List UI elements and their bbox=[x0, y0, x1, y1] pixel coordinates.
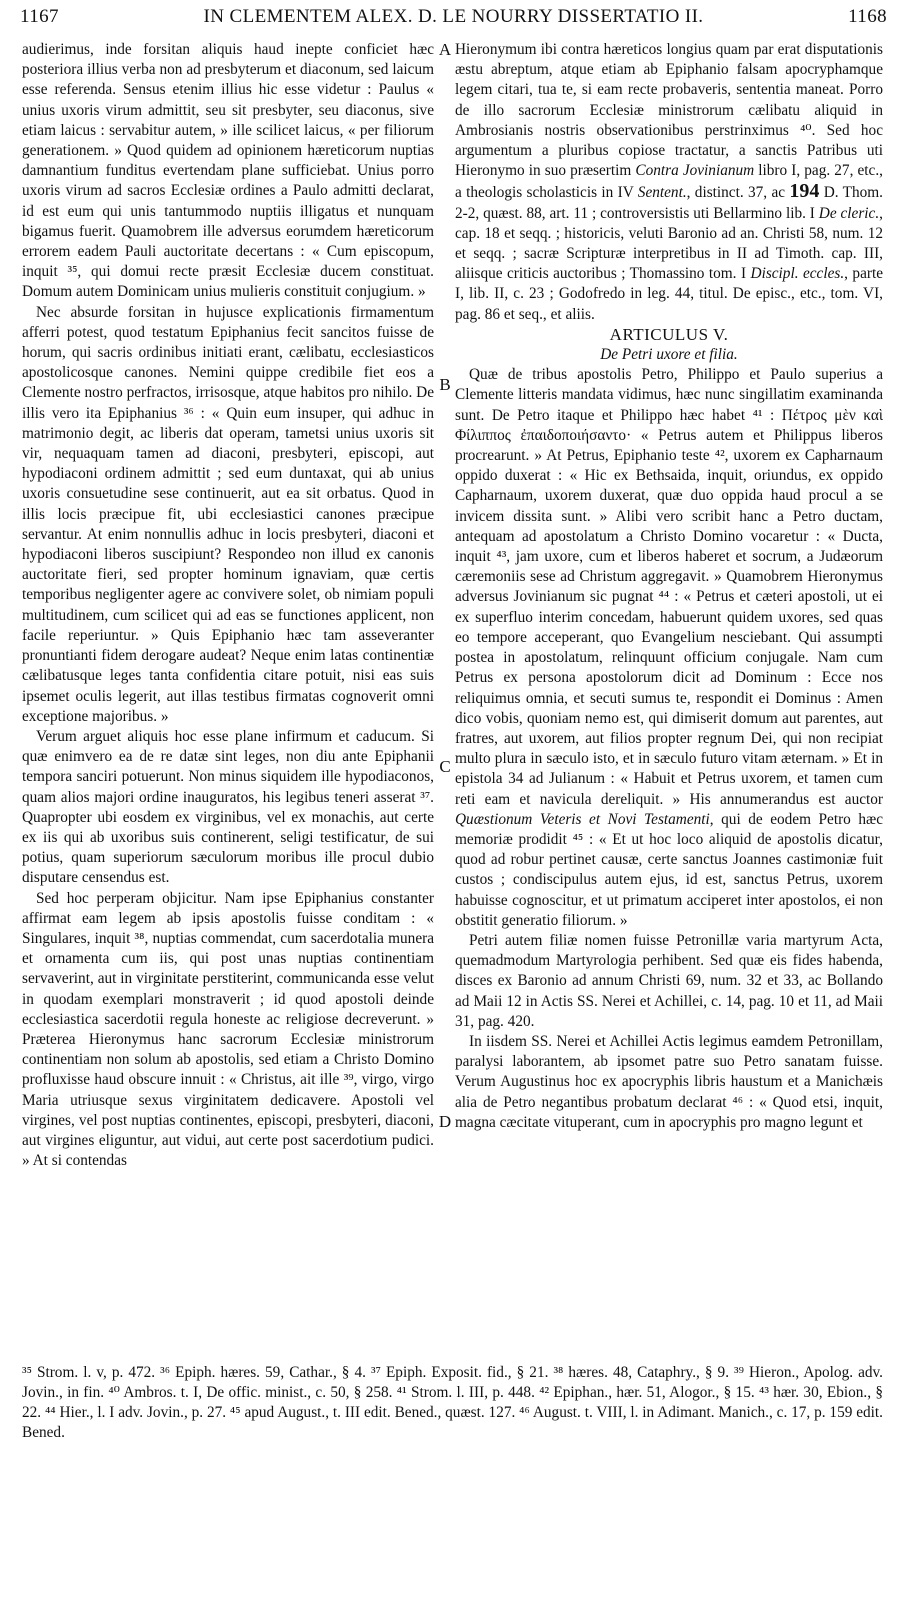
article-title: ARTICULUS V. bbox=[609, 324, 729, 344]
right-text: , cap. 18 et seqq. ; historicis, veluti Baronio ad an. Christi 58, num. 12 et seqq. ; sacræ Scripturæ interpretibus in II ad Timoth. cap. III, aliisque criticis auctoribus ; Thomassino tom. I bbox=[455, 204, 883, 283]
right-text: , distinct. 37, ac bbox=[686, 184, 786, 202]
right-text: Hieronymum ibi contra hæreticos longius quam par erat disputationis æstu abreptum, atque etiam ab Epiphanio falsam apocryphamque legem citari, tua te, si eam recte probaveris, sententia maneat. Porro de illo sacrorum Ecclesiæ ministrorum cælibatu aliquid in Ambrosianis nostris observationibus perstrinximus ⁴⁰. Sed hoc argumentum a pluribus copiose tractatur, a sanctis Patribus uti Hieronymo in suo præsertim bbox=[455, 41, 883, 180]
right-paragraph-2 bbox=[455, 365, 883, 931]
margin-marker-d: D bbox=[438, 1112, 452, 1131]
work-title: Quæstionum Veteris et Novi Testamenti bbox=[455, 810, 710, 828]
right-text: Quæ de tribus apostolis Petro, Philippo et Paulo superius a Clemente litteris mandata vidimus, hæc nunc singillatim examinanda sunt. De Petro itaque et Philippo hæc habet ⁴¹ : Πέτρος μὲν καὶ Φίλιππος ἐπαιδοποιήσαντο· « Petrus autem et Philippus liberos procrearunt. » At Petrus, Epiphanio teste ⁴², uxorem ex Capharnaum oppido duxerat : « Hic ex Bethsaida, inquit, oriundus, ex oppido Capharnaum, uxorem duxerat, quæ duo oppida haud procul a se invicem dissita sunt. » Alibi vero scribit hanc a Petro ductam, antequam ad apostolatum a Christo Domino vocaretur : « Ducta, inquit ⁴³, jam uxore, cum et liberos haberet et socrum, a Judæorum cæremoniis sese ad Christum aggregavit. » Quamobrem Hieronymus adversus Jovinianum sic pugnat ⁴⁴ : « Petrus et cæteri apostoli, ut ei ex superfluo interim concedam, habuerunt quidem uxores, sed quas eo tempore acceperant, quo Evangelium nesciebant. Qui assumpti postea in apostolatum, relinquunt officium conjugale. Nam cum Petrus ex persona apostolorum dicit ad Dominum : Ecce nos reliquimus omnia, et secuti sumus te, respondit ei Dominus : Amen dico vobis, quoniam nemo est, qui dimiserit domum aut parentes, aut fratres, aut uxorem, aut filios propter regnum Dei, qui non recipiat multo plura in sæculo isto, et in sæculo futuro vitam æternam. » Et in epistola 34 ad Julianum : « Habuit et Petrus uxorem, et tamen cum reti eam et navicula dereliquit. » His annumerandus est auctor bbox=[455, 366, 883, 808]
right-text: libro I, pag. 27, etc., a theologis scholasticis in IV bbox=[455, 162, 883, 202]
work-title: De cleric. bbox=[818, 204, 880, 222]
margin-marker-a: A bbox=[438, 40, 452, 59]
running-header bbox=[20, 6, 887, 32]
work-title: Sentent. bbox=[637, 184, 687, 202]
running-title: IN CLEMENTEM ALEX. D. LE NOURRY DISSERTATIO II. bbox=[203, 6, 704, 27]
article-subtitle: De Petri uxore et filia. bbox=[600, 346, 738, 364]
left-paragraph-4: Sed hoc perperam objicitur. Nam ipse Epiphanius constanter affirmat eam legem ab ipsis apostolis fuisse conditam : « Singulares, inquit ³⁸, nuptias commendat, cum sacerdotalia munera et ornamenta cum iis, qui post unas nuptias continentiam servaverint, aut in virginitate perstiterint, communicanda esse velut in quodam exemplari monstraverit ; id quod apostoli deinde ecclesiastica sacerdotii regula honeste ac religiose decreverunt. » Præterea Hieronymus hanc sacrorum Ecclesiæ ministrorum continentiam non solum ab apostolis, sed etiam a Christo Domino profluxisse haud obscure innuit : « Christus, ait ille ³⁹, virgo, virgo Maria utriusque sexus virginitatem dedicavere. Apostoli vel virgines, vel post nuptias continentes, episcopi, presbyteri, diaconi, aut virgines eliguntur, aut vidui, aut certe post sacerdotium pudici. » At si contendas bbox=[22, 889, 434, 1170]
left-paragraph-2: Nec absurde forsitan in hujusce explicationis firmamentum afferri potest, quod testatum Epiphanius fecit sancitos fuisse de horum, qui sacris ordinibus initiati erant, cælibatu, ecclesiasticos apostolicosque canones. Nemini quippe credibile fiet eos a Clemente nostro perfractos, irrisosque, atque habitos pro nihilo. De illis vero ita Epiphanius ³⁶ : « Quin eum insuper, qui adhuc in matrimonio degit, ac liberis dat operam, tametsi unius uxoris sit vir, nequaquam tamen ad diaconi, presbyteri, episcopi, aut hypodiaconi ordinem admittit ; sed eum duntaxat, qui ab unius uxoris consuetudine sese continuerit, aut ea sit orbatus. Quod in illis locis præcipue fit, ubi ecclesiastici canones præcipue servantur. At enim nonnullis adhuc in locis presbyteri, diaconi et hypodiaconi liberos suscipiunt? Respondeo non illud ex canonis auctoritate fieri, sed propter hominum ignaviam, quæ certis temporibus negligenter agere ac convivere solet, ob nimiam populi multitudinem, cum scilicet qui ad eas se functiones applicent, non facile reperiuntur. » Quis Epiphanio hæc tam asseveranter pronuntianti fidem derogare audeat? Neque enim latas continentiæ cælibatusque leges tanta confidentia citare potuit, nisi eas suis ipsemet oculis legerit, aut illas testibus firmatas cognoverit omni exceptione majoribus. » bbox=[22, 303, 434, 725]
margin-marker-c: C bbox=[439, 757, 451, 776]
right-text: , parte I, lib. II, c. 23 ; Godofredo in leg. 44, titul. De episc., etc., tom. VI, pag. 86 et seq., et aliis. bbox=[455, 265, 883, 323]
right-paragraph-3: Petri autem filiæ nomen fuisse Petronillæ varia martyrum Acta, quemadmodum Martyrologia perhibent. Sed quæ eis fides habenda, disces ex Baronio ad annum Christi 69, num. 32 et 33, ac Bollando ad Maii 12 in Actis SS. Nerei et Achillei, c. 14, pag. 10 et 11, ad Maii 31, pag. 420. bbox=[455, 931, 883, 1030]
page-number-right: 1168 bbox=[848, 6, 887, 27]
right-column bbox=[455, 40, 883, 1340]
margin-marker-b: B bbox=[439, 375, 451, 394]
right-paragraph-1 bbox=[455, 40, 883, 325]
column-number-stamp: 194 bbox=[789, 180, 820, 203]
right-text: , qui de eodem Petro hæc memoriæ prodidit ⁴⁵ : « Et ut hoc loco aliquid de apostolis dicatur, quod ad robur pertinet causæ, certe sanctus Joannes castimoniæ fuit custos ; condiscipulus autem ejus, id est, sanctus Petrus, uxorem habuisse cognoscitur, et ut primatum acciperet inter apostolos, ei non obstitit generatio filiorum. » bbox=[455, 810, 883, 929]
work-title: Contra Jovinianum bbox=[635, 162, 755, 180]
left-paragraph-1: audierimus, inde forsitan aliquis haud inepte conficiet hæc posteriora illius verba non ad presbyterum et diaconum, sed laicum esse referenda. Sensus etenim illius hic esse videtur : Paulus « unius uxoris virum admittit, seu sit presbyter, seu diaconus, sive etiam laicus : servabitur autem, » ille scilicet laicus, « per filiorum generationem. » Quod quidem ad opinionem hæreticorum nuptias damnantium funditus evertendam plane sufficiebat. Unius porro uxoris virum ad sacros Ecclesiæ ordines a Paulo admitti declarat, id est eum qui unis tantummodo nuptiis illigatus et nunquam bigamus fuerit. Quamobrem ille adversus eorumdem hæreticorum errorem eadem Pauli auctoritate decertans : « Cum episcopum, inquit ³⁵, qui domui recte præsit Ecclesiæ ducem constituat. Domum autem Dominicam unius mulieris constituit conjugium. » bbox=[22, 41, 434, 301]
page-number-left: 1167 bbox=[20, 6, 59, 27]
work-title: Discipl. eccles. bbox=[750, 265, 845, 283]
left-column bbox=[22, 40, 434, 1340]
right-text: D. Thom. 2-2, quæst. 88, art. 11 ; controversistis uti Bellarmino lib. I bbox=[455, 184, 883, 222]
left-paragraph-3: Verum arguet aliquis hoc esse plane infirmum et caducum. Si quæ enimvero ea de re datæ sint leges, non diu ante Epiphanii tempora sanciri potuerunt. Non minus siquidem ille hypodiaconos, quam alios majori ordine inauguratos, his legibus teneri asserat ³⁷. Quapropter ubi eosdem ex virginibus, vel ex monachis, aut certe ex iis qui ab uxoribus suis continerent, seligi testificatur, de sui potius, quam superiorum sæculorum moribus ille procul dubio disputare censendus est. bbox=[22, 727, 434, 887]
right-paragraph-4: In iisdem SS. Nerei et Achillei Actis legimus eamdem Petronillam, paralysi laborantem, ab ipsomet patre suo Petro sanatam fuisse. Verum Augustinus hoc ex apocryphis libris haustum et a Manichæis alia de Petro negantibus probatum declarat ⁴⁶ : « Quod etsi, inquit, magna cæcitate vituperant, cum in apocryphis pro magno legunt et bbox=[455, 1032, 883, 1131]
footnotes: ³⁵ Strom. l. v, p. 472. ³⁶ Epiph. hæres. 59, Cathar., § 4. ³⁷ Epiph. Exposit. fid., § 21. ³⁸ hæres. 48, Cataphry., § 9. ³⁹ Hieron., Apolog. adv. Jovin., in fin. ⁴⁰ Ambros. t. I, De offic. minist., c. 50, § 258. ⁴¹ Strom. l. III, p. 448. ⁴² Epiphan., hær. 51, Alogor., § 15. ⁴³ hær. 30, Ebion., § 22. ⁴⁴ Hier., l. I adv. Jovin., p. 27. ⁴⁵ apud August., t. III edit. Bened., quæst. 127. ⁴⁶ August. t. VIII, l. in Adimant. Manich., c. 17, p. 159 edit. Bened. bbox=[22, 1364, 883, 1441]
